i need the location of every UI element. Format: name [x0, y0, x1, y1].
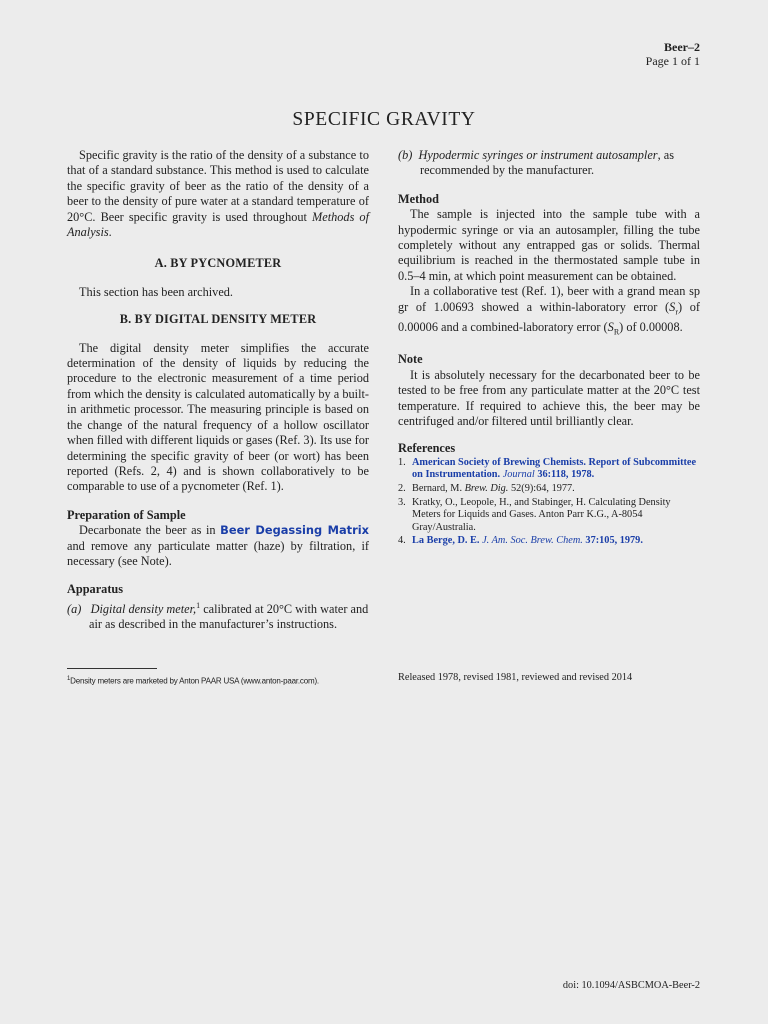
- intro-paragraph: Specific gravity is the ratio of the density of a substance to that of a standard substance. This method is used to calculate the specific gravity of beer as the ratio of the density of a beer to the density of pure water at a standard temperature of 20°C. Beer specific gravity is used throughout Methods of Analysis.: [67, 148, 369, 240]
- section-a-heading: A. BY PYCNOMETER: [154, 256, 282, 271]
- reference-3: 3. Kratky, O., Leopole, H., and Stabinger, H. Calculating Density Meters for Liquids and Gases. Anton Parr K.G., A-8054 Gray/Australia.: [398, 496, 671, 533]
- references-list: [398, 457, 700, 548]
- reference-1[interactable]: 1. American Society of Brewing Chemists. Report of Subcommittee on Instrumentation. Journal 36:118, 1978.: [398, 456, 697, 481]
- method-paragraph-2: In a collaborative test (Ref. 1), beer with a grand mean sp gr of 1.00693 showed a within-laboratory error $(S_r)$ of 0.00006 and a combined-laboratory error $(S_R)$ of 0.00008.: [398, 284, 700, 336]
- preparation-text: Decarbonate the beer as in Beer Degassing Matrix and remove any particulate matter (haze) by filtration, if necessary (see Note).: [67, 523, 369, 568]
- doc-code: Beer–2: [664, 40, 700, 54]
- apparatus-item-b: (b) Hypodermic syringes or instrument autosampler, as recommended by the manufacturer.: [398, 148, 674, 178]
- reference-2: 2. Bernard, M. Brew. Dig. 52(9):64, 1977.: [398, 483, 575, 494]
- reference-4[interactable]: 4. La Berge, D. E. J. Am. Soc. Brew. Chem. 37:105, 1979.: [398, 535, 643, 547]
- section-a-text: This section has been archived.: [79, 284, 233, 299]
- left-column: [67, 148, 369, 633]
- release-history: Released 1978, revised 1981, reviewed and revised 2014: [398, 672, 633, 683]
- method-heading: Method: [398, 191, 439, 206]
- footnote-divider: [67, 668, 157, 669]
- page-header: [646, 40, 700, 68]
- right-column: [398, 148, 700, 549]
- footnote: $^1$Density meters are marketed by Anton PAAR USA (www.anton-paar.com).: [67, 676, 319, 686]
- section-b-text: The digital density meter simplifies the accurate determination of the density of liquids by reducing the procedure to the electronic measurement of a time period from which the density is calculated automatically by a built-in arithmetic processor. The measuring principle is based on the change of the natural frequency of a hollow oscillator when filled with different liquids or gases (Ref. 3). Its use for determining the specific gravity of beer (or wort) has been reported (Refs. 2, 4) and is shown collaboratively to be comparable to use of a pycnometer (Ref. 1).: [67, 340, 370, 494]
- doi-label: doi: 10.1094/ASBCMOA-Beer-2: [562, 980, 700, 991]
- note-heading: Note: [398, 352, 423, 367]
- page-number: Page 1 of 1: [645, 54, 700, 68]
- preparation-heading: Preparation of Sample: [67, 507, 186, 522]
- beer-degassing-matrix-link[interactable]: Beer Degassing Matrix: [220, 523, 369, 538]
- method-paragraph-1: The sample is injected into the sample tube with a hypodermic syringe or via an autosampler, filling the tube completely without any entrapped gas or solids. Thermal equilibrium is reached in the thermostated sample tube in 0.5–4 min, at which point measurement can be obtained.: [398, 207, 700, 283]
- apparatus-heading: Apparatus: [67, 582, 124, 597]
- references-heading: References: [398, 441, 456, 456]
- apparatus-item-a: (a) Digital density meter,$^1$ calibrated at 20°C with water and air as described in the manufacturer’s instructions.: [67, 600, 369, 632]
- page-title: SPECIFIC GRAVITY: [292, 109, 476, 130]
- section-b-heading: B. BY DIGITAL DENSITY METER: [119, 312, 317, 327]
- note-text: It is absolutely necessary for the decarbonated beer to be tested to be free from any particulate matter at the 20°C test temperature. If required to achieve this, the beer may be centrifuged and/or filtered until brilliantly clear.: [398, 367, 700, 428]
